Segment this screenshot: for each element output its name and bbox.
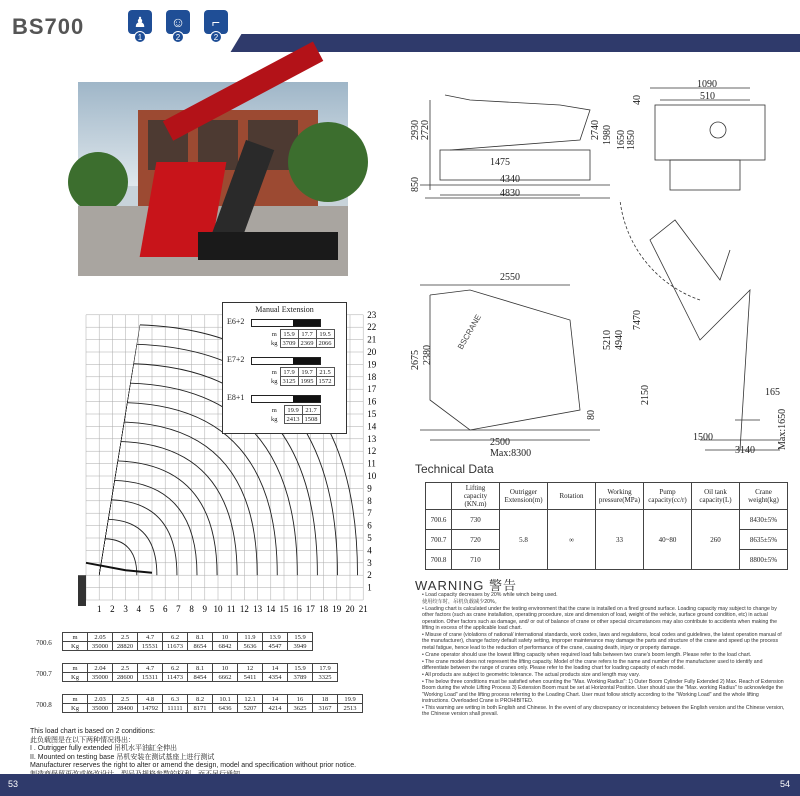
load-table-model: 700.8 — [36, 701, 52, 709]
mode-number: 2 — [210, 31, 222, 43]
dimension-label: 5210 — [602, 330, 613, 350]
y-tick-label: 6 — [367, 520, 372, 531]
mode-number: 2 — [172, 31, 184, 43]
x-tick-label: 5 — [149, 604, 155, 614]
y-tick-label: 10 — [367, 471, 377, 481]
dimension-label: 4940 — [614, 330, 625, 350]
dimension-label: 2675 — [410, 350, 421, 370]
x-tick-label: 12 — [239, 604, 249, 614]
stabilizer-icon: ⌐ — [204, 10, 228, 34]
page-number-right: 54 — [780, 779, 791, 789]
mode-number: 1 — [134, 31, 146, 43]
dimension-label: 4340 — [500, 174, 520, 185]
x-tick-label: 6 — [162, 604, 168, 614]
note-line: Manufacturer reserves the right to alter or amend the design, model and specification without prior notice. — [30, 762, 357, 770]
page-number-left: 53 — [8, 779, 19, 789]
y-tick-label: 1 — [367, 582, 372, 593]
x-tick-label: 3 — [123, 604, 128, 614]
warning-item: • This warning are writing in both English and Chinese. In the event of any discrepancy or inconsistency between the English version and the Chinese version, the Chinese version shall prevail. — [422, 704, 785, 718]
x-tick-label: 19 — [332, 604, 342, 614]
extension-table: m 15.9 17.7 19.5 kg 3709 2369 2066 — [269, 329, 335, 348]
x-tick-label: 10 — [213, 604, 223, 614]
x-tick-label: 8 — [189, 604, 194, 614]
dimension-label: 2550 — [500, 272, 520, 283]
note-line: 此负载图是在以下两种情况得出： — [30, 736, 135, 744]
extension-table: m 19.9 21.7 kg 2413 1508 — [269, 405, 321, 424]
operator-seat-icon: ☺ — [166, 10, 190, 34]
dimension-label: 4830 — [500, 188, 520, 199]
technical-data-title: Technical Data — [415, 462, 494, 476]
x-tick-label: 15 — [279, 604, 289, 614]
dimension-label: 7470 — [632, 310, 643, 330]
y-tick-label: 2 — [367, 570, 372, 581]
x-tick-label: 21 — [358, 604, 368, 614]
dimension-label: 3140 — [735, 445, 755, 456]
dimension-label: 850 — [410, 177, 421, 192]
x-tick-label: 9 — [202, 604, 208, 614]
manual-extension-title: Manual Extension — [255, 305, 314, 314]
warning-item: • Loading chart is calculated under the testing environment that the crane is installed on a fired ground surface. Loading capacity may subject to change by other factors (such as crane installation, operating procedure, size and dimension of load, weight of the vehicle, surface ground condition, etc) in actual operation. Other factors such as damage, and/ or out of balance of crane or other special circumstances may also contribute to accidents when making the lifting in excess of the applicable load chart. — [422, 605, 777, 632]
tech-row: 700.8 710 8800±5% — [426, 550, 788, 570]
technical-data-table: Lifting capacity (KN.m) Outrigger Extension(m) Rotation Working pressure(MPa) Pump capacity(cc/r) Oil tank capacity(L) Crane weight(kg) 700.6 730 5.8 ∞ 33 40~80 260 8430±5% 700.7 720 8635±5% 700.8 710 8800±5% — [425, 482, 788, 570]
dimension-label: 2720 — [420, 120, 431, 140]
load-table: m 2.05 2.5 4.7 6.2 8.1 10 11.9 13.9 15.9 Kg 35000 28820 15531 11673 8654 6842 5636 4547 3949 — [62, 632, 313, 651]
x-tick-label: 14 — [266, 604, 276, 614]
warning-item: • The crane model does not represent the lifting capacity. Model of the crane refers to the name and number of the manufacturer used to identify and differentiate between the range of cranes only. Please refer to the loading chart for loading capacity of each model. — [422, 658, 763, 671]
x-tick-label: 20 — [345, 604, 355, 614]
warning-list — [422, 592, 787, 718]
y-tick-label: 15 — [367, 409, 377, 419]
y-tick-label: 14 — [367, 421, 377, 432]
tech-row: 700.7 720 8635±5% — [426, 530, 788, 550]
model-title: BS700 — [12, 14, 85, 39]
dimension-label: 510 — [700, 91, 715, 102]
note-line: I . Outrigger fully extended 吊机水平油缸全伸出 — [30, 745, 178, 753]
warning-item: 使用绞车时，吊机负载减少20%。 — [422, 598, 500, 605]
dimension-label: 2380 — [422, 345, 433, 365]
y-tick-label: 4 — [367, 545, 372, 556]
x-tick-label: 4 — [136, 604, 142, 614]
dimension-label: Max:1650 — [777, 408, 788, 450]
warning-item: • The below three conditions must be satisfied when counting the "Max. Working Radius": 1) Outer Boom Cylinder Fully Extended 2) Max. Reach of Extension Boom during the whole Lifting Process 3) Extension Boom must be set at Horizontal Position. User should use the "Max. working Radius" to acknowledge the "Working Load" and the lifting process referring to the Loading Chart. User must follow strictly according to the "Working Load" and the whole lifting instructions. Overloaded Crane is PROHIBITED. — [422, 678, 784, 704]
brand-label: BSCRANE — [455, 312, 484, 351]
y-tick-label: 7 — [367, 508, 372, 519]
warning-item: • All products are subject to geometric tolerance. The actual products size and length may vary. — [422, 671, 640, 678]
y-tick-label: 23 — [367, 309, 377, 320]
dimension-label: 80 — [586, 410, 597, 420]
load-table-model: 700.6 — [36, 639, 52, 647]
dimension-label: Max:8300 — [490, 448, 532, 459]
dimension-label: 1980 — [602, 125, 613, 145]
x-tick-label: 1 — [96, 604, 102, 614]
dimension-label: 165 — [765, 387, 780, 398]
y-tick-label: 12 — [367, 446, 377, 457]
x-tick-label: 18 — [319, 604, 329, 614]
dimension-label: 1650 — [616, 130, 627, 150]
y-tick-label: 11 — [367, 458, 376, 469]
dimension-label: 1850 — [626, 130, 637, 150]
extension-name: E8+1 — [227, 393, 245, 402]
dimension-label: 1090 — [697, 79, 717, 90]
footer-band — [0, 774, 800, 796]
y-tick-label: 19 — [367, 359, 377, 370]
y-tick-label: 9 — [367, 483, 372, 494]
load-table: m 2.03 2.5 4.8 6.3 8.2 10.1 12.1 14 16 18 19.9 Kg 35000 28400 14792 11111 8171 6436 5207 4214 3625 3167 2513 — [62, 694, 363, 713]
load-table-model: 700.7 — [36, 670, 52, 678]
y-tick-label: 3 — [367, 557, 372, 568]
y-tick-label: 5 — [367, 533, 372, 543]
dimension-label: 1500 — [693, 432, 713, 443]
extension-table: m 17.9 19.7 21.5 kg 3125 1995 1572 — [269, 367, 335, 386]
y-tick-label: 21 — [367, 334, 377, 345]
operator-icon: ♟ — [128, 10, 152, 34]
y-tick-label: 16 — [367, 396, 377, 407]
note-line: II. Mounted on testing base 吊机安装在测试基座上进行测试 — [30, 753, 215, 761]
x-tick-label: 2 — [110, 604, 115, 614]
note-line: This load chart is based on 2 conditions: — [30, 728, 155, 735]
x-tick-label: 16 — [292, 604, 302, 614]
y-tick-label: 20 — [367, 347, 377, 357]
warning-item: • Misuse of crane (violations of national/ international standards, work codes, laws and regulations, local codes and guidelines, the latest operation manual of the manufacturer), change factory default safety setting, improper maintenance may damage the parts and structure of the crane and speed up the process metal fatigue, hence lead to the reduction of performance of the crane, causing death, injury or property damage. — [422, 631, 782, 651]
tech-row: 700.6 730 5.8 ∞ 33 40~80 260 8430±5% — [426, 510, 788, 530]
y-tick-label: 13 — [367, 433, 377, 444]
dimension-label: 2500 — [490, 437, 510, 448]
extension-name: E6+2 — [227, 317, 245, 326]
x-tick-label: 17 — [305, 604, 315, 614]
dimension-label: 40 — [632, 95, 643, 105]
y-tick-label: 8 — [367, 495, 372, 506]
x-tick-label: 11 — [226, 604, 236, 614]
dimension-label: 2740 — [590, 120, 601, 140]
x-tick-label: 13 — [253, 604, 263, 614]
dimension-label: 2930 — [410, 120, 421, 140]
x-tick-label: 7 — [176, 604, 181, 614]
load-table: m 2.04 2.5 4.7 6.2 8.1 10 12 14 15.9 17.9 Kg 35000 28600 15311 11473 8454 6662 5411 4354 3789 3325 — [62, 663, 338, 682]
y-tick-label: 18 — [367, 371, 377, 382]
warning-title: WARNING 警告 — [415, 578, 517, 593]
dimension-label: 2150 — [640, 385, 651, 405]
y-tick-label: 17 — [367, 384, 377, 395]
dimension-label: 1475 — [490, 157, 510, 168]
warning-item: • Crane operator should use the lowest lifting capacity when required load falls between two crane's boom length. Please refer to the load chart. — [422, 651, 752, 658]
extension-name: E7+2 — [227, 355, 245, 364]
warning-item: • Load capacity decreases by 20% while winch being used. — [422, 592, 558, 598]
y-tick-label: 22 — [367, 322, 377, 333]
